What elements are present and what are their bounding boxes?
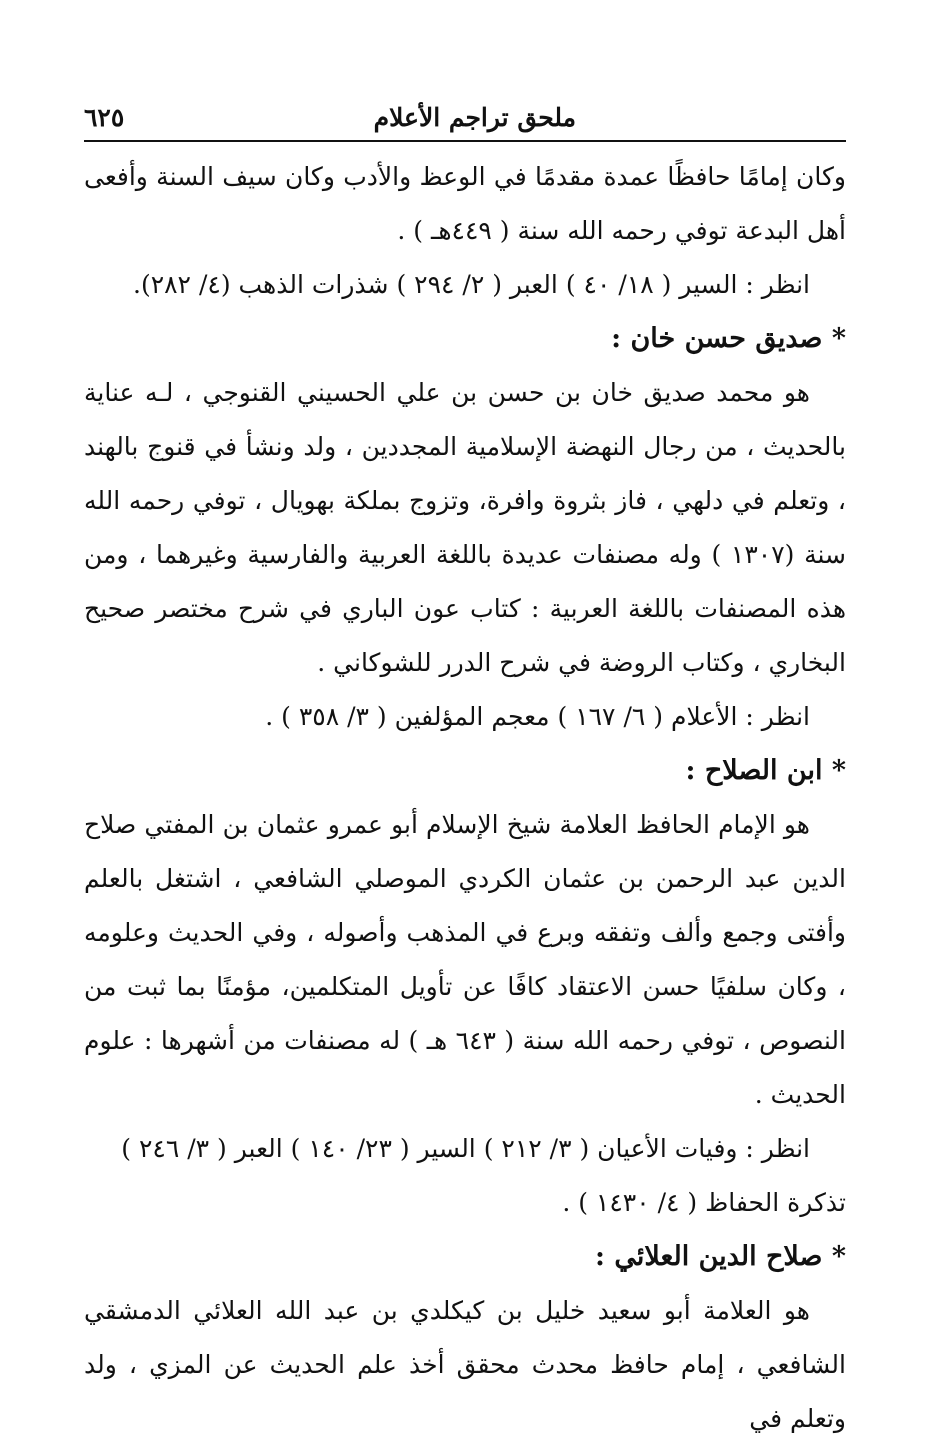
paragraph: هو محمد صديق خان بن حسن بن علي الحسيني القنوجي ، لـه عناية بالحديث ، من رجال النهضة الإسلامية المجددين ، ولد ونشأ في قنوج بالهند ، وتعلم في دلهي ، فاز بثروة وافرة، وتزوج بملكة بهويال ، توفي رحمه الله سنة (١٣٠٧ ) وله مصنفات عديدة باللغة العربية والفارسية وغيرهما ، ومن هذه المصنفات باللغة العربية : كتاب عون الباري في شرح مختصر صحيح البخاري ، وكتاب الروضة في شرح الدرر للشوكاني . [84,378,846,677]
page-body [84,150,846,1446]
paragraph: وكان إمامًا حافظًا عمدة مقدمًا في الوعظ والأدب وكان سيف السنة وأفعى أهل البدعة توفي رحمه الله سنة ( ٤٤٩هـ ) . [84,162,846,245]
paragraph: هو العلامة أبو سعيد خليل بن كيكلدي بن عبد الله العلائي الدمشقي الشافعي ، إمام حافظ محدث محقق أخذ علم الحديث عن المزي ، ولد وتعلم في [84,1296,846,1433]
paragraph: هو الإمام الحافظ العلامة شيخ الإسلام أبو عمرو عثمان بن المفتي صلاح الدين عبد الرحمن بن عثمان الكردي الموصلي الشافعي ، اشتغل بالعلم وأفتى وجمع وألف وتفقه وبرع في المذهب وأصوله ، وفي الحديث وعلومه ، وكان سلفيًا حسن الاعتقاد كافًا عن تأويل المتكلمين، مؤمنًا بما ثبت من النصوص ، توفي رحمه الله سنة ( ٦٤٣ هـ ) له مصنفات من أشهرها : علوم الحديث . [84,810,846,1109]
entry-heading: * صلاح الدين العلائي : [594,1241,846,1272]
page-number: ٦٢٥ [84,103,125,132]
running-title: ملحق تراجم الأعلام [373,103,576,132]
page-header [84,92,846,142]
reference-line: انظر : السير ( ١٨/ ٤٠ ) العبر ( ٢/ ٢٩٤ ) شذرات الذهب (٤/ ٢٨٢). [133,270,810,299]
entry-heading: * ابن الصلاح : [685,755,846,786]
reference-line: انظر : وفيات الأعيان ( ٣/ ٢١٢ ) السير ( ٢٣/ ١٤٠ ) العبر ( ٣/ ٢٤٦ ) تذكرة الحفاظ ( ٤/ ١٤٣٠ ) . [121,1134,846,1217]
reference-line: انظر : الأعلام ( ٦/ ١٦٧ ) معجم المؤلفين ( ٣/ ٣٥٨ ) . [265,702,810,731]
entry-heading: * صديق حسن خان : [611,323,846,354]
